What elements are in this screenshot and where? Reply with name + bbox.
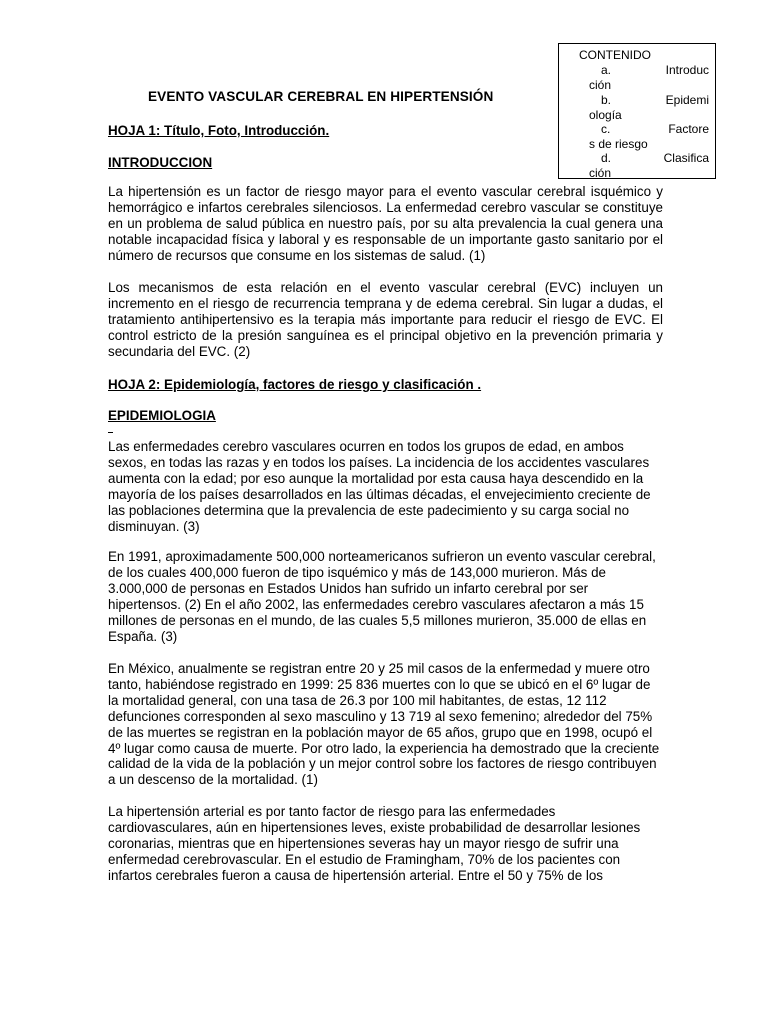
contents-item-text: Factore: [668, 122, 709, 136]
intro-paragraph-2: Los mecanismos de esta relación en el evento vascular cerebral (EVC) incluyen un incremento en el riesgo de recurrencia temprana y de edema cerebral. Sin lugar a dudas, el tratamiento antihipertensivo es la terapia más importante para reducir el riesgo de EVC. El control estricto de la presión sanguínea es el principal objetivo en la prevención primaria y secundaria del EVC. (2): [108, 280, 663, 359]
contents-item-text-cont: ción: [589, 166, 612, 179]
contents-box: [558, 43, 716, 179]
stray-mark: [108, 432, 113, 433]
contents-item-letter: a.: [601, 63, 612, 77]
heading-introduccion: INTRODUCCION: [108, 155, 213, 170]
contents-item-text-cont: ción: [589, 78, 612, 92]
contents-item-text-cont: ología: [589, 108, 622, 122]
contents-item-text: Epidemi: [665, 93, 709, 107]
section-heading-hoja-1: HOJA 1: Título, Foto, Introducción.: [108, 123, 330, 138]
contents-item: [559, 63, 716, 93]
section-heading-hoja-2: HOJA 2: Epidemiología, factores de riesgo y clasificación .: [108, 377, 482, 392]
contents-item: [559, 93, 716, 123]
epidemiology-paragraph-1: Las enfermedades cerebro vasculares ocurren en todos los grupos de edad, en ambos sexos, en todas las razas y en todos los países. La incidencia de los accidentes vasculares aumenta con la edad; por eso aunque la mortalidad por esta causa haya descendido en la mayoría de los países desarrollados en las últimas décadas, el envejecimiento creciente de las poblaciones determina que la prevalencia de este padecimiento y su carga social no disminuyan. (3): [108, 439, 651, 534]
contents-item: [559, 151, 716, 179]
heading-epidemiologia: EPIDEMIOLOGIA: [108, 408, 216, 423]
contents-item: [559, 122, 716, 152]
epidemiology-paragraph-2: En 1991, aproximadamente 500,000 norteamericanos sufrieron un evento vascular cerebral, de los cuales 400,000 fueron de tipo isquémico y más de 143,000 murieron. Más de 3.000,000 de personas en Estados Unidos han sufrido un infarto cerebral por ser hipertensos. (2) En el año 2002, las enfermedades cerebro vasculares afectaron a más 15 millones de personas en el mundo, de las cuales 5,5 millones murieron, 35.000 de ellas en España. (3): [108, 549, 656, 644]
document-title: EVENTO VASCULAR CEREBRAL EN HIPERTENSIÓN: [148, 89, 494, 104]
epidemiology-paragraph-3: En México, anualmente se registran entre 20 y 25 mil casos de la enfermedad y muere otro tanto, habiéndose registrado en 1999: 25 836 muertes con lo que se ubicó en el 6º lugar de la mortalidad general, con una tasa de 26.3 por 100 mil habitantes, de estas, 12 112 defunciones corresponden al sexo masculino y 13 719 al sexo femenino; alrededor del 75% de las muertes se registran en la población mayor de 65 años, grupo que en 1998, ocupó el 4º lugar como causa de muerte. Por otro lado, la experiencia ha demostrado que la creciente calidad de la vida de la población y un mejor control sobre los factores de riesgo contribuyen a un descenso de la mortalidad. (1): [108, 661, 660, 788]
intro-paragraph-1: La hipertensión es un factor de riesgo mayor para el evento vascular cerebral isquémico y hemorrágico e infartos cerebrales silenciosos. La enfermedad cerebro vascular se constituye en un problema de salud pública en nuestro país, por su alta prevalencia la cual genera una notable incapacidad física y laboral y es responsable de un importante gasto sanitario por el número de recursos que consume en los sistemas de salud. (1): [108, 184, 663, 263]
contents-title: CONTENIDO: [579, 48, 651, 62]
contents-item-letter: c.: [601, 122, 611, 136]
contents-item-text: Introduc: [665, 63, 709, 77]
contents-item-text-cont: s de riesgo: [589, 137, 648, 151]
contents-item-letter: b.: [601, 93, 612, 107]
epidemiology-paragraph-4: La hipertensión arterial es por tanto factor de riesgo para las enfermedades cardiovasculares, aún en hipertensiones leves, existe probabilidad de desarrollar lesiones coronarias, mientras que en hipertensiones severas hay un mayor riesgo de sufrir una enfermedad cerebrovascular. En el estudio de Framingham, 70% de los pacientes con infartos cerebrales fueron a causa de hipertensión arterial. Entre el 50 y 75% de los: [108, 804, 641, 883]
contents-item-text: Clasifica: [663, 151, 709, 165]
contents-item-letter: d.: [601, 151, 612, 165]
